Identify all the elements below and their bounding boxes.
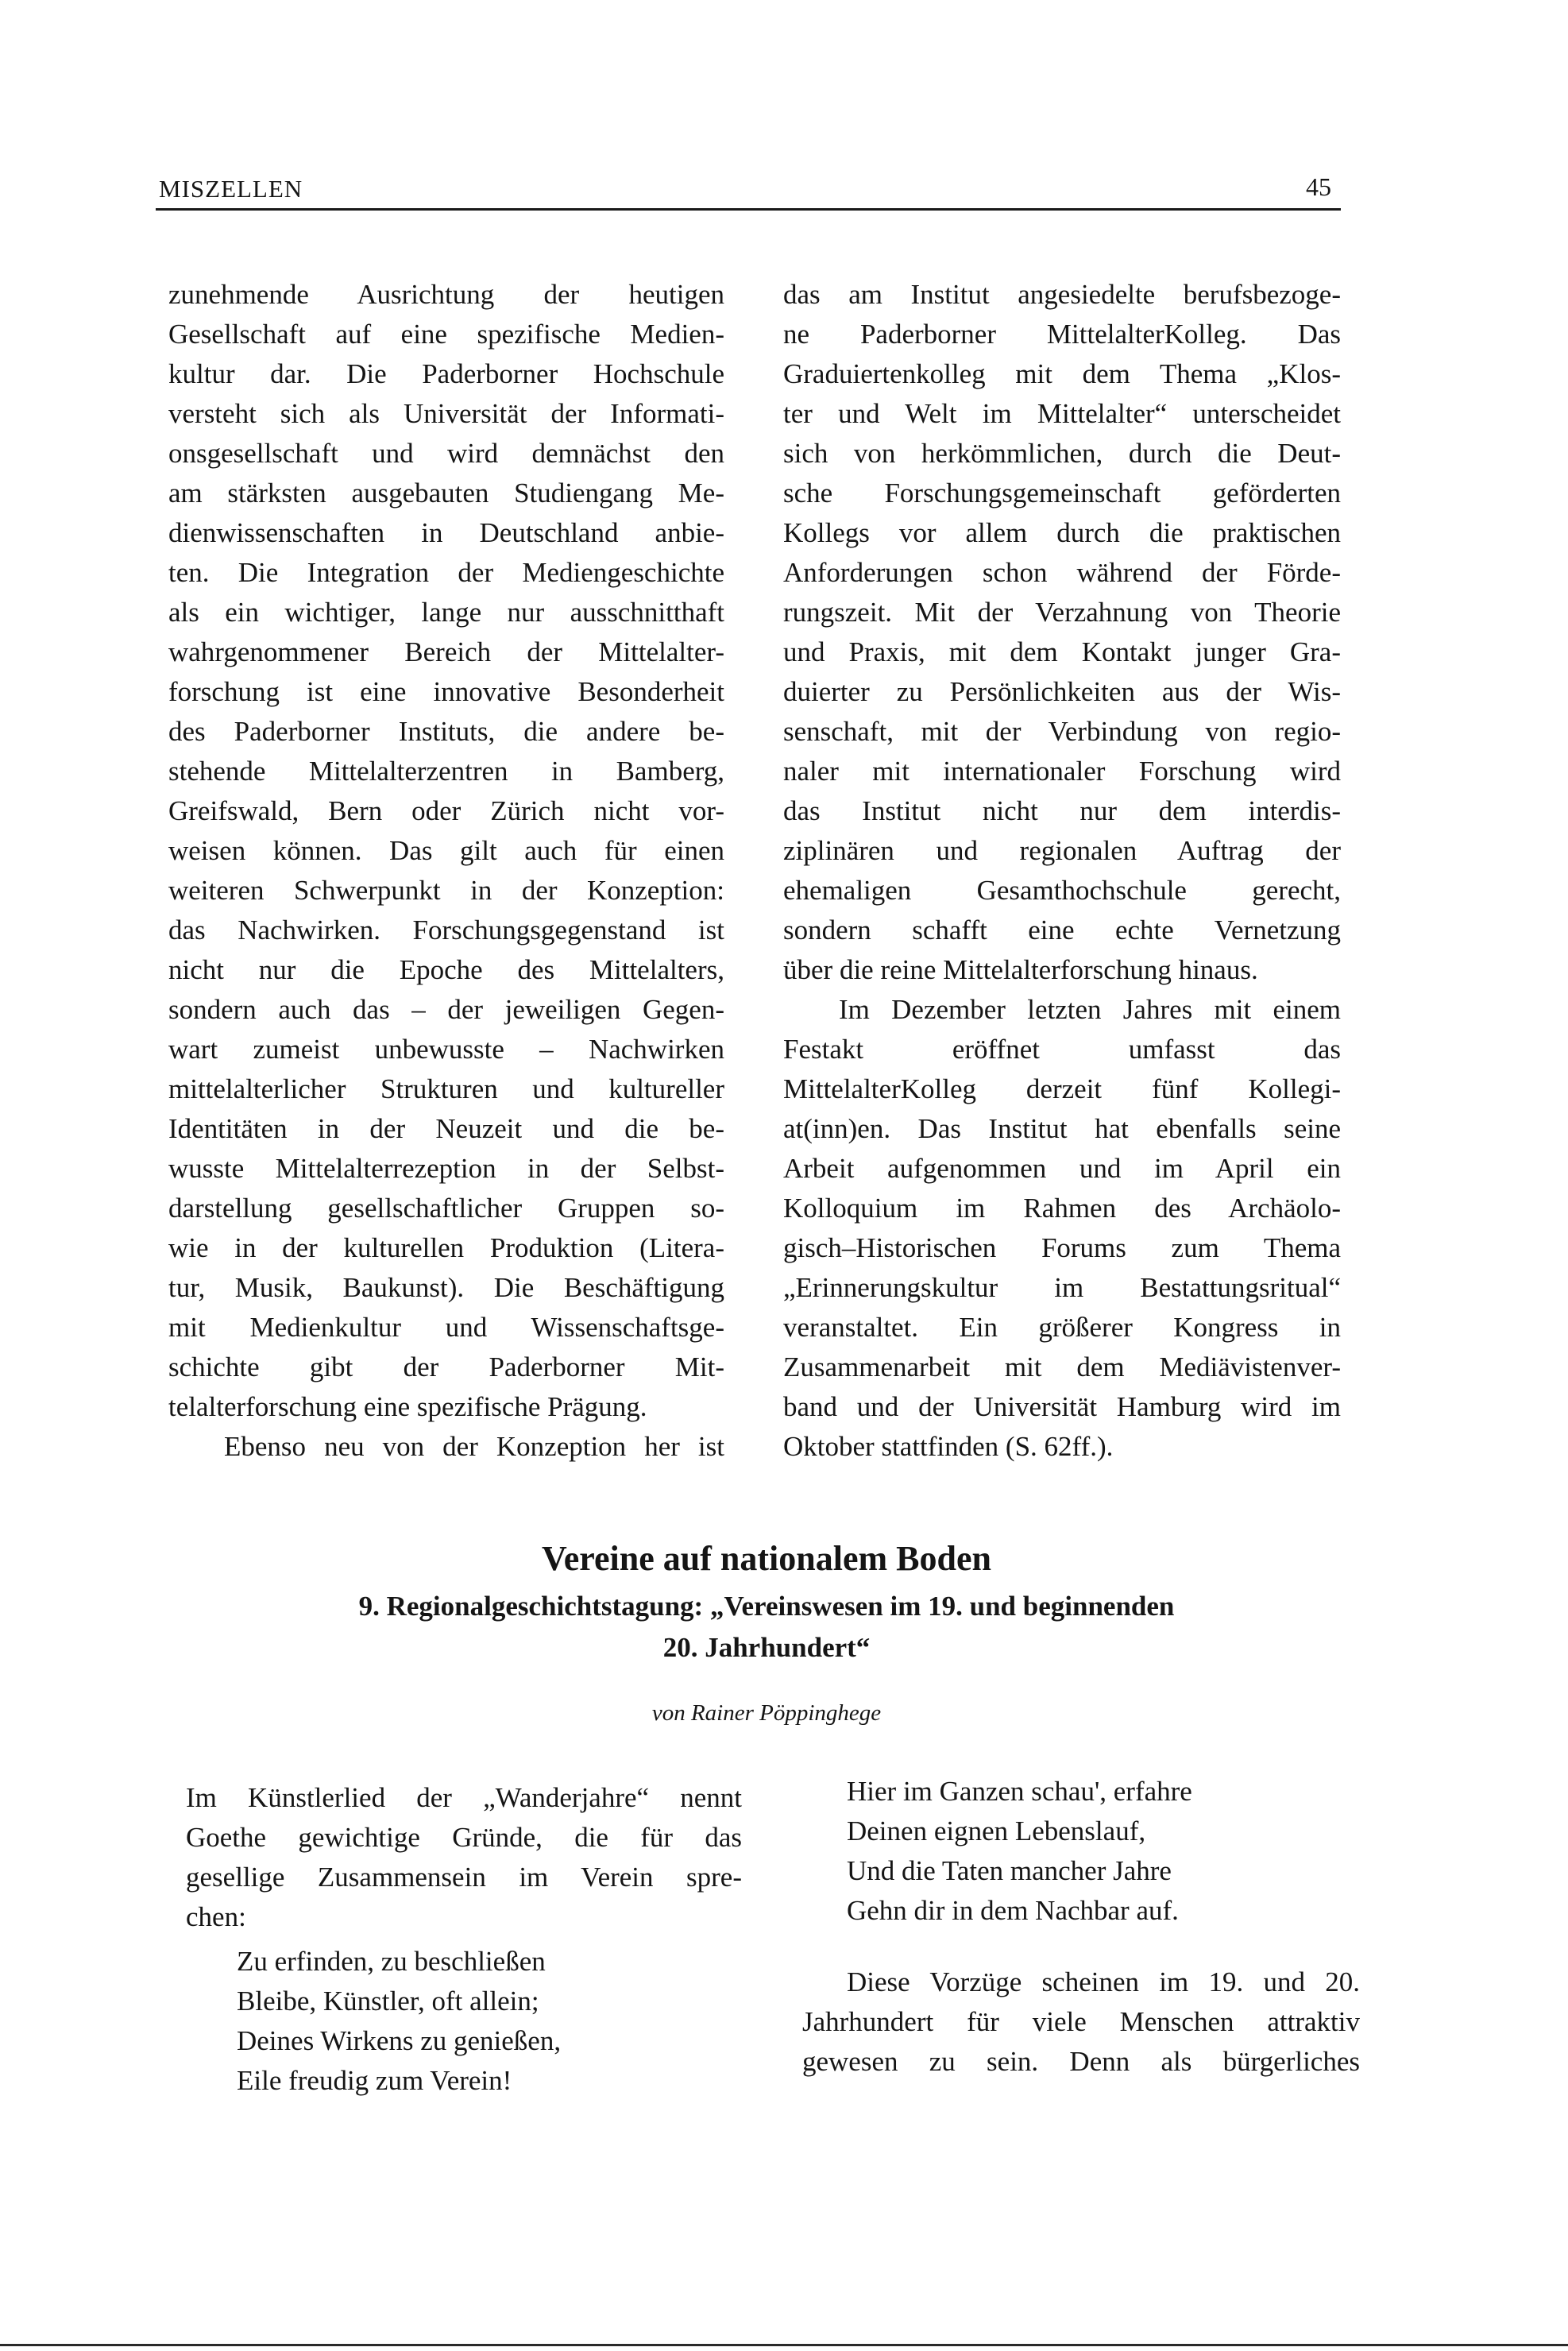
text-line: Identitäten in der Neuzeit und die be- [168, 1113, 724, 1144]
text-line: des Paderborner Instituts, die andere be- [168, 716, 724, 747]
header-rule [156, 208, 1341, 211]
text-line: ten. Die Integration der Mediengeschichte [168, 557, 724, 588]
text-line: ziplinären und regionalen Auftrag der [783, 835, 1341, 866]
text-line: Zusammenarbeit mit dem Mediävistenver- [783, 1351, 1341, 1382]
text-line: telalterforschung eine spezifische Prägung. [168, 1391, 647, 1422]
text-line: Kollegs vor allem durch die praktischen [783, 517, 1341, 548]
section-name: MISZELLEN [159, 175, 303, 203]
text-line: das am Institut angesiedelte berufsbezoge- [783, 279, 1341, 310]
text-line: Im Künstlerlied der „Wanderjahre“ nennt [186, 1782, 742, 1813]
text-line: dienwissenschaften in Deutschland anbie- [168, 517, 724, 548]
text-line: das Nachwirken. Forschungsgegenstand ist [168, 914, 724, 945]
text-line: mit Medienkultur und Wissenschaftsge- [168, 1312, 724, 1343]
running-header [159, 168, 1334, 210]
text-line: am stärksten ausgebauten Studiengang Me- [168, 478, 724, 508]
text-line: darstellung gesellschaftlicher Gruppen so- [168, 1193, 724, 1224]
text-line: Ebenso neu von der Konzeption her ist [224, 1431, 724, 1462]
text-line: forschung ist eine innovative Besonderheit [168, 676, 724, 707]
text-line: stehende Mittelalterzentren in Bamberg, [168, 756, 724, 787]
poem-line: Gehn dir in dem Nachbar auf. [847, 1895, 1179, 1926]
text-line: nicht nur die Epoche des Mittelalters, [168, 954, 724, 985]
article-author: von Rainer Pöppinghege [651, 1700, 882, 1726]
text-line: gesellige Zusammensein im Verein spre- [186, 1862, 742, 1893]
text-line: versteht sich als Universität der Informati- [168, 398, 724, 429]
text-line: naler mit internationaler Forschung wird [783, 756, 1341, 787]
text-line: onsgesellschaft und wird demnächst den [168, 438, 724, 469]
text-line: wahrgenommener Bereich der Mittelalter- [168, 636, 724, 667]
text-line: und Praxis, mit dem Kontakt junger Gra- [783, 636, 1341, 667]
text-line: gewesen zu sein. Denn als bürgerliches [802, 2046, 1360, 2077]
poem-line: Und die Taten mancher Jahre [847, 1855, 1172, 1886]
text-line: mittelalterlicher Strukturen und kultureller [168, 1073, 724, 1104]
text-line: zunehmende Ausrichtung der heutigen [168, 279, 724, 310]
text-line: ehemaligen Gesamthochschule gerecht, [783, 875, 1341, 906]
poem-line: Zu erfinden, zu beschließen [237, 1946, 546, 1977]
text-line: at(inn)en. Das Institut hat ebenfalls seine [783, 1113, 1341, 1144]
text-line: Oktober stattfinden (S. 62ff.). [783, 1431, 1114, 1462]
text-line: Kolloquium im Rahmen des Archäolo- [783, 1193, 1341, 1224]
text-line: Arbeit aufgenommen und im April ein [783, 1153, 1341, 1184]
poem-line: Deinen eignen Lebenslauf, [847, 1815, 1146, 1846]
text-line: senschaft, mit der Verbindung von regio- [783, 716, 1341, 747]
text-line: kultur dar. Die Paderborner Hochschule [168, 358, 724, 389]
page-number: 45 [1306, 172, 1331, 201]
text-line: ne Paderborner MittelalterKolleg. Das [783, 319, 1341, 350]
poem-line: Eile freudig zum Verein! [237, 2065, 512, 2096]
article-title: Vereine auf nationalem Boden [542, 1539, 991, 1578]
text-line: „Erinnerungskultur im Bestattungsritual“ [783, 1272, 1341, 1303]
text-line: Graduiertenkolleg mit dem Thema „Klos- [783, 358, 1341, 389]
text-line: sich von herkömmlichen, durch die Deut- [783, 438, 1341, 469]
text-line: MittelalterKolleg derzeit fünf Kollegi- [783, 1073, 1341, 1104]
text-line: weisen können. Das gilt auch für einen [168, 835, 724, 866]
text-line: sondern auch das – der jeweiligen Gegen- [168, 994, 724, 1025]
article-subtitle-line: 20. Jahrhundert“ [662, 1632, 871, 1663]
text-line: wusste Mittelalterrezeption in der Selbst- [168, 1153, 724, 1184]
text-line: chen: [186, 1901, 246, 1932]
text-line: wart zumeist unbewusste – Nachwirken [168, 1034, 724, 1065]
text-line: Im Dezember letzten Jahres mit einem [839, 994, 1341, 1025]
text-line: sche Forschungsgemeinschaft geförderten [783, 478, 1341, 508]
text-line: als ein wichtiger, lange nur ausschnitthaft [168, 597, 724, 628]
text-line: Greifswald, Bern oder Zürich nicht vor- [168, 795, 724, 826]
text-line: Gesellschaft auf eine spezifische Medien- [168, 319, 724, 350]
text-line: gisch–Historischen Forums zum Thema [783, 1232, 1341, 1263]
text-line: Diese Vorzüge scheinen im 19. und 20. [847, 1966, 1360, 1997]
poem-line: Hier im Ganzen schau', erfahre [847, 1776, 1192, 1807]
text-line: Anforderungen schon während der Förde- [783, 557, 1341, 588]
article-subtitle-line: 9. Regionalgeschichtstagung: „Vereinswesen im 19. und beginnenden [358, 1591, 1175, 1622]
text-line: sondern schafft eine echte Vernetzung [783, 914, 1341, 945]
poem-line: Deines Wirkens zu genießen, [237, 2025, 562, 2056]
text-line: rungszeit. Mit der Verzahnung von Theorie [783, 597, 1341, 628]
text-line: das Institut nicht nur dem interdis- [783, 795, 1341, 826]
text-line: Goethe gewichtige Gründe, die für das [186, 1822, 742, 1853]
text-line: Jahrhundert für viele Menschen attraktiv [802, 2006, 1360, 2037]
text-line: ter und Welt im Mittelalter“ unterscheidet [783, 398, 1341, 429]
text-line: veranstaltet. Ein größerer Kongress in [783, 1312, 1341, 1343]
text-line: wie in der kulturellen Produktion (Litera- [168, 1232, 724, 1263]
text-line: weiteren Schwerpunkt in der Konzeption: [168, 875, 724, 906]
text-line: band und der Universität Hamburg wird im [783, 1391, 1341, 1422]
text-line: duierter zu Persönlichkeiten aus der Wis- [783, 676, 1341, 707]
text-line: tur, Musik, Baukunst). Die Beschäftigung [168, 1272, 724, 1303]
page-bottom-edge [0, 2344, 1568, 2346]
poem-line: Bleibe, Künstler, oft allein; [237, 1986, 539, 2017]
text-line: schichte gibt der Paderborner Mit- [168, 1351, 724, 1382]
text-line: Festakt eröffnet umfasst das [783, 1034, 1341, 1065]
text-line: über die reine Mittelalterforschung hinaus. [783, 954, 1258, 985]
